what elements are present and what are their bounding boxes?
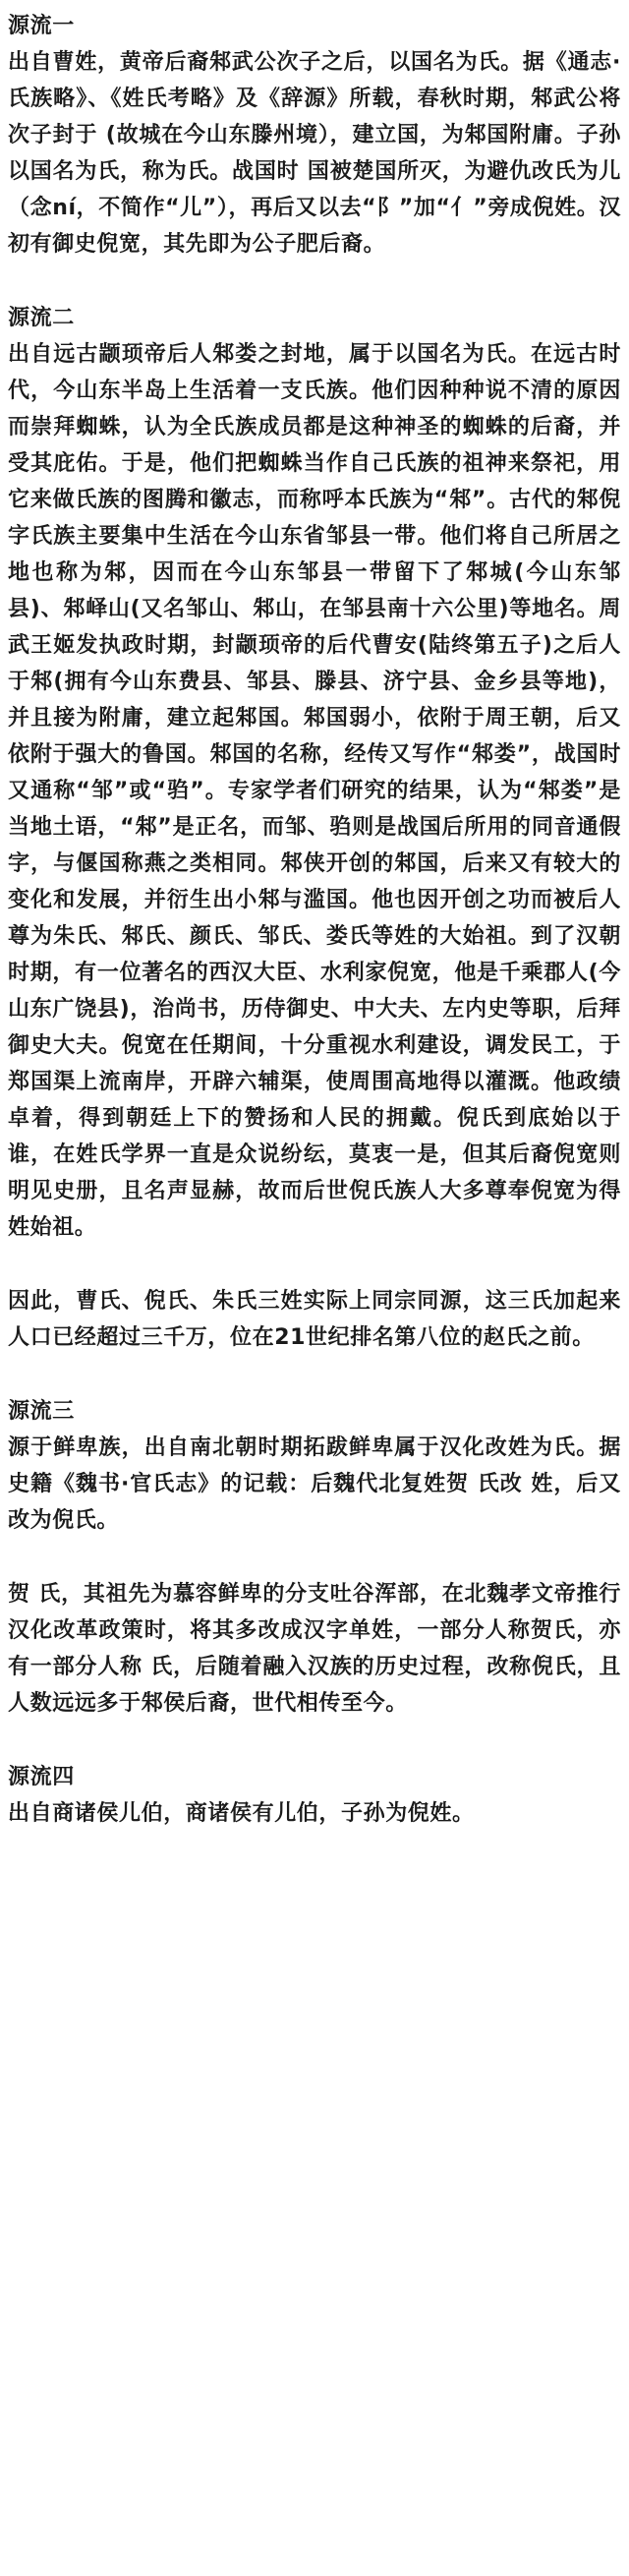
origin-section-3	[8, 1393, 621, 1539]
paragraph-gap	[8, 1246, 621, 1283]
paragraph-gap	[8, 263, 621, 300]
helian-section	[8, 1576, 621, 1722]
summary-section	[8, 1283, 621, 1356]
section-heading: 源流一	[8, 14, 75, 38]
section-paragraph: 出自商诸侯儿伯，商诸侯有儿伯，子孙为倪姓。	[8, 1801, 475, 1826]
section-heading: 源流二	[8, 306, 75, 330]
section-paragraph: 贺 氏，其祖先为慕容鲜卑的分支吐谷浑部，在北魏孝文帝推行汉化改革政策时，将其多改成汉字单姓，一部分人称贺氏，亦有一部分人称 氏，后随着融入汉族的历史过程，改称倪氏，且人数远远多于邾侯后裔，世代相传至今。	[8, 1582, 621, 1716]
origin-section-2	[8, 300, 621, 1246]
paragraph-gap	[8, 1539, 621, 1576]
origin-section-1	[8, 8, 621, 263]
section-paragraph: 源于鲜卑族，出自南北朝时期拓跋鲜卑属于汉化改姓为氏。据史籍《魏书·官氏志》的记载：后魏代北复姓贺 氏改 姓，后又改为倪氏。	[8, 1435, 621, 1533]
paragraph-gap	[8, 1356, 621, 1393]
section-paragraph: 因此，曹氏、倪氏、朱氏三姓实际上同宗同源，这三氏加起来人口已经超过三千万，位在21世纪排名第八位的赵氏之前。	[8, 1289, 621, 1350]
paragraph-gap	[8, 1722, 621, 1759]
section-heading: 源流四	[8, 1765, 75, 1789]
section-heading: 源流三	[8, 1399, 75, 1424]
section-paragraph: 出自曹姓，黄帝后裔邾武公次子之后，以国名为氏。据《通志·氏族略》、《姓氏考略》及《辞源》所载，春秋时期，邾武公将次子封于 (故城在今山东滕州境），建立国，为邾国附庸。子孙以国名为氏，称为氏。战国时 国被楚国所灭，为避仇改氏为儿（念ní，不简作“儿”），再后又以去“阝”加“亻”旁成倪姓。汉初有御史倪宽，其先即为公子肥后裔。	[8, 50, 621, 257]
origin-section-4	[8, 1759, 621, 1832]
section-paragraph: 出自远古颛顼帝后人邾娄之封地，属于以国名为氏。在远古时代，今山东半岛上生活着一支氏族。他们因种种说不清的原因而崇拜蜘蛛，认为全氏族成员都是这种神圣的蜘蛛的后裔，并受其庇佑。于是，他们把蜘蛛当作自己氏族的祖神来祭祀，用它来做氏族的图腾和徽志，而称呼本氏族为“邾”。古代的邾倪字氏族主要集中生活在今山东省邹县一带。他们将自己所居之地也称为邾，因而在今山东邹县一带留下了邾城(今山东邹县)、邾峄山(又名邹山、邾山，在邹县南十六公里)等地名。周武王姬发执政时期，封颛顼帝的后代曹安(陆终第五子)之后人于邾(拥有今山东费县、邹县、滕县、济宁县、金乡县等地)，并且接为附庸，建立起邾国。邾国弱小，依附于周王朝，后又依附于强大的鲁国。邾国的名称，经传又写作“邾娄”，战国时又通称“邹”或“驺”。专家学者们研究的结果，认为“邾娄”是当地土语，“邾”是正名，而邹、驺则是战国后所用的同音通假字，与偃国称燕之类相同。邾侠开创的邾国，后来又有较大的变化和发展，并衍生出小邾与滥国。他也因开创之功而被后人尊为朱氏、邾氏、颜氏、邹氏、娄氏等姓的大始祖。到了汉朝时期，有一位著名的西汉大臣、水利家倪宽，他是千乘郡人(今山东广饶县)，治尚书，历侍御史、中大夫、左内史等职，后拜御史大夫。倪宽在任期间，十分重视水利建设，调发民工，于郑国渠上流南岸，开辟六辅渠，使周围高地得以灌溉。他政绩卓着，得到朝廷上下的赞扬和人民的拥戴。倪氏到底始以于谁，在姓氏学界一直是众说纷纭，莫衷一是，但其后裔倪宽则明见史册，且名声显赫，故而后世倪氏族人大多尊奉倪宽为得姓始祖。	[8, 342, 621, 1240]
